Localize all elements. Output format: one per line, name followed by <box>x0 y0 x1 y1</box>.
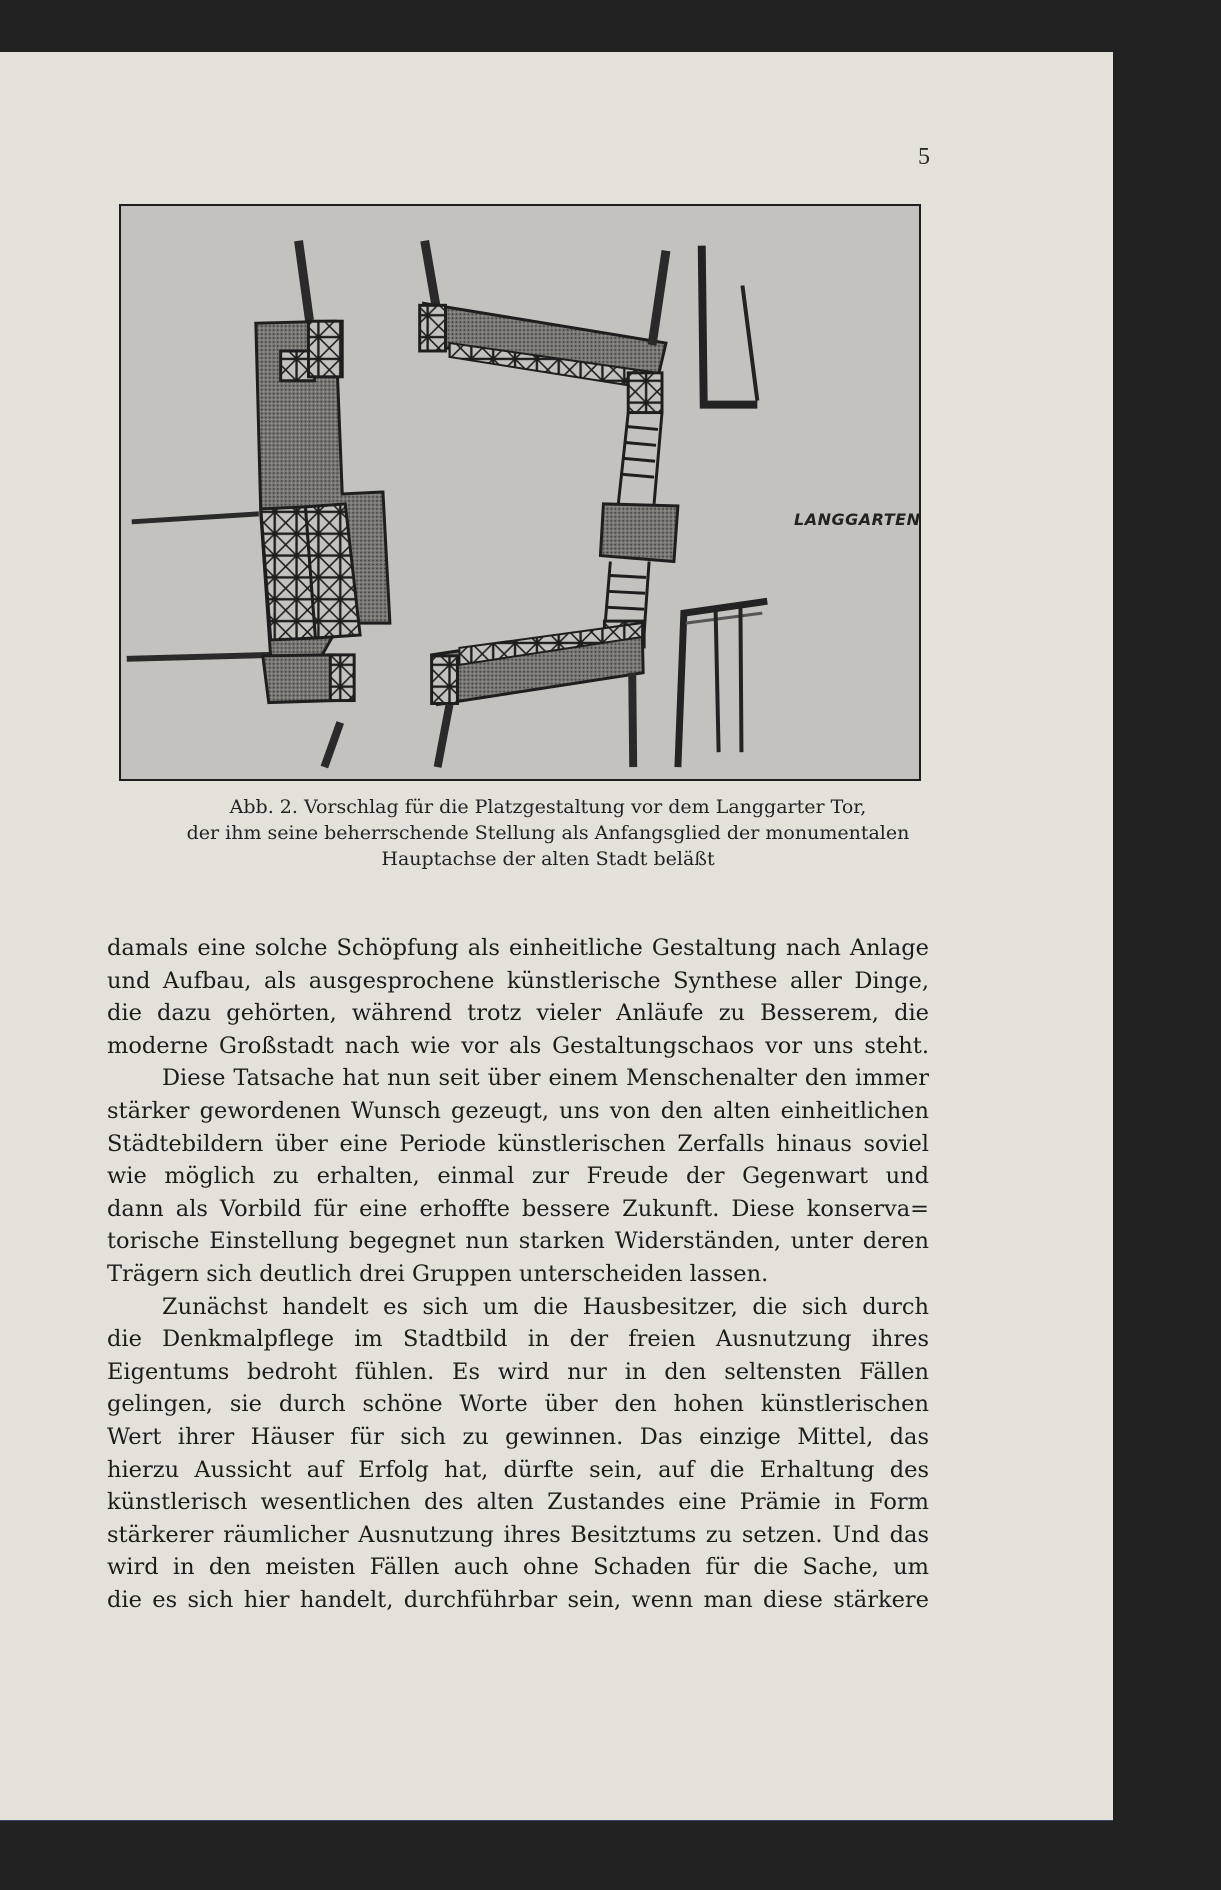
street-label-langgarten: LANGGARTEN <box>794 510 921 529</box>
text-line: damals eine solche Schöpfung als einheitliche Gestaltung nach Anlage <box>107 935 929 961</box>
text-line: stärker gewordenen Wunsch gezeugt, uns von den alten einheitlichen <box>107 1097 929 1124</box>
paragraph-3 <box>107 1291 929 1617</box>
text-line: hierzu Aussicht auf Erfolg hat, dürfte sein, auf die Erhaltung des <box>107 1456 929 1483</box>
caption-line: der ihm seine beherrschende Stellung als Anfangsglied der monumentalen <box>186 822 910 844</box>
text-line: Eigentums bedroht fühlen. Es wird nur in den seltensten Fällen <box>107 1358 929 1385</box>
text-line: gelingen, sie durch schöne Worte über den hohen künstlerischen <box>107 1391 929 1418</box>
text-line: Zunächst handelt es sich um die Hausbesitzer, die sich durch <box>162 1293 929 1320</box>
paragraph-1 <box>107 932 929 1062</box>
figure-caption <box>108 794 988 872</box>
site-plan-drawing <box>121 206 919 779</box>
text-line: wird in den meisten Fällen auch ohne Schaden für die Sache, um <box>107 1554 929 1581</box>
text-line: Wert ihrer Häuser für sich zu gewinnen. Das einzige Mittel, das <box>107 1423 929 1450</box>
caption-line: Abb. 2. Vorschlag für die Platzgestaltung vor dem Langgarter Tor, <box>229 796 867 818</box>
text-line: künstlerisch wesentlichen des alten Zustandes eine Prämie in Form <box>107 1489 929 1516</box>
text-line: die es sich hier handelt, durchführbar sein, wenn man diese stärkere <box>107 1586 929 1613</box>
text-line: stärkerer räumlicher Ausnutzung ihres Besitztums zu setzen. Und das <box>107 1521 929 1548</box>
figure-site-plan <box>119 204 921 781</box>
text-line: Trägern sich deutlich drei Gruppen unterscheiden lassen. <box>107 1260 769 1287</box>
paragraph-2 <box>107 1062 929 1290</box>
page-number: 5 <box>918 144 930 170</box>
caption-line: Hauptachse der alten Stadt beläßt <box>381 848 715 870</box>
body-text <box>107 932 929 1616</box>
text-line: dann als Vorbild für eine erhoffte bessere Zukunft. Diese konserva= <box>107 1195 929 1222</box>
book-page <box>0 52 1113 1820</box>
text-line: und Aufbau, als ausgesprochene künstlerische Synthese aller Dinge, <box>107 967 929 994</box>
text-line: Diese Tatsache hat nun seit über einem Menschenalter den immer <box>162 1065 929 1092</box>
text-line: die Denkmalpflege im Stadtbild in der freien Ausnutzung ihres <box>107 1326 929 1353</box>
text-line: Städtebildern über eine Periode künstlerischen Zerfalls hinaus soviel <box>107 1130 929 1157</box>
text-line: wie möglich zu erhalten, einmal zur Freude der Gegenwart und <box>107 1163 929 1190</box>
text-line: moderne Großstadt nach wie vor als Gestaltungschaos vor uns steht. <box>107 1032 929 1059</box>
text-line: die dazu gehörten, während trotz vieler Anläufe zu Besserem, die <box>107 1000 929 1027</box>
text-line: torische Einstellung begegnet nun starken Widerständen, unter deren <box>107 1228 929 1255</box>
